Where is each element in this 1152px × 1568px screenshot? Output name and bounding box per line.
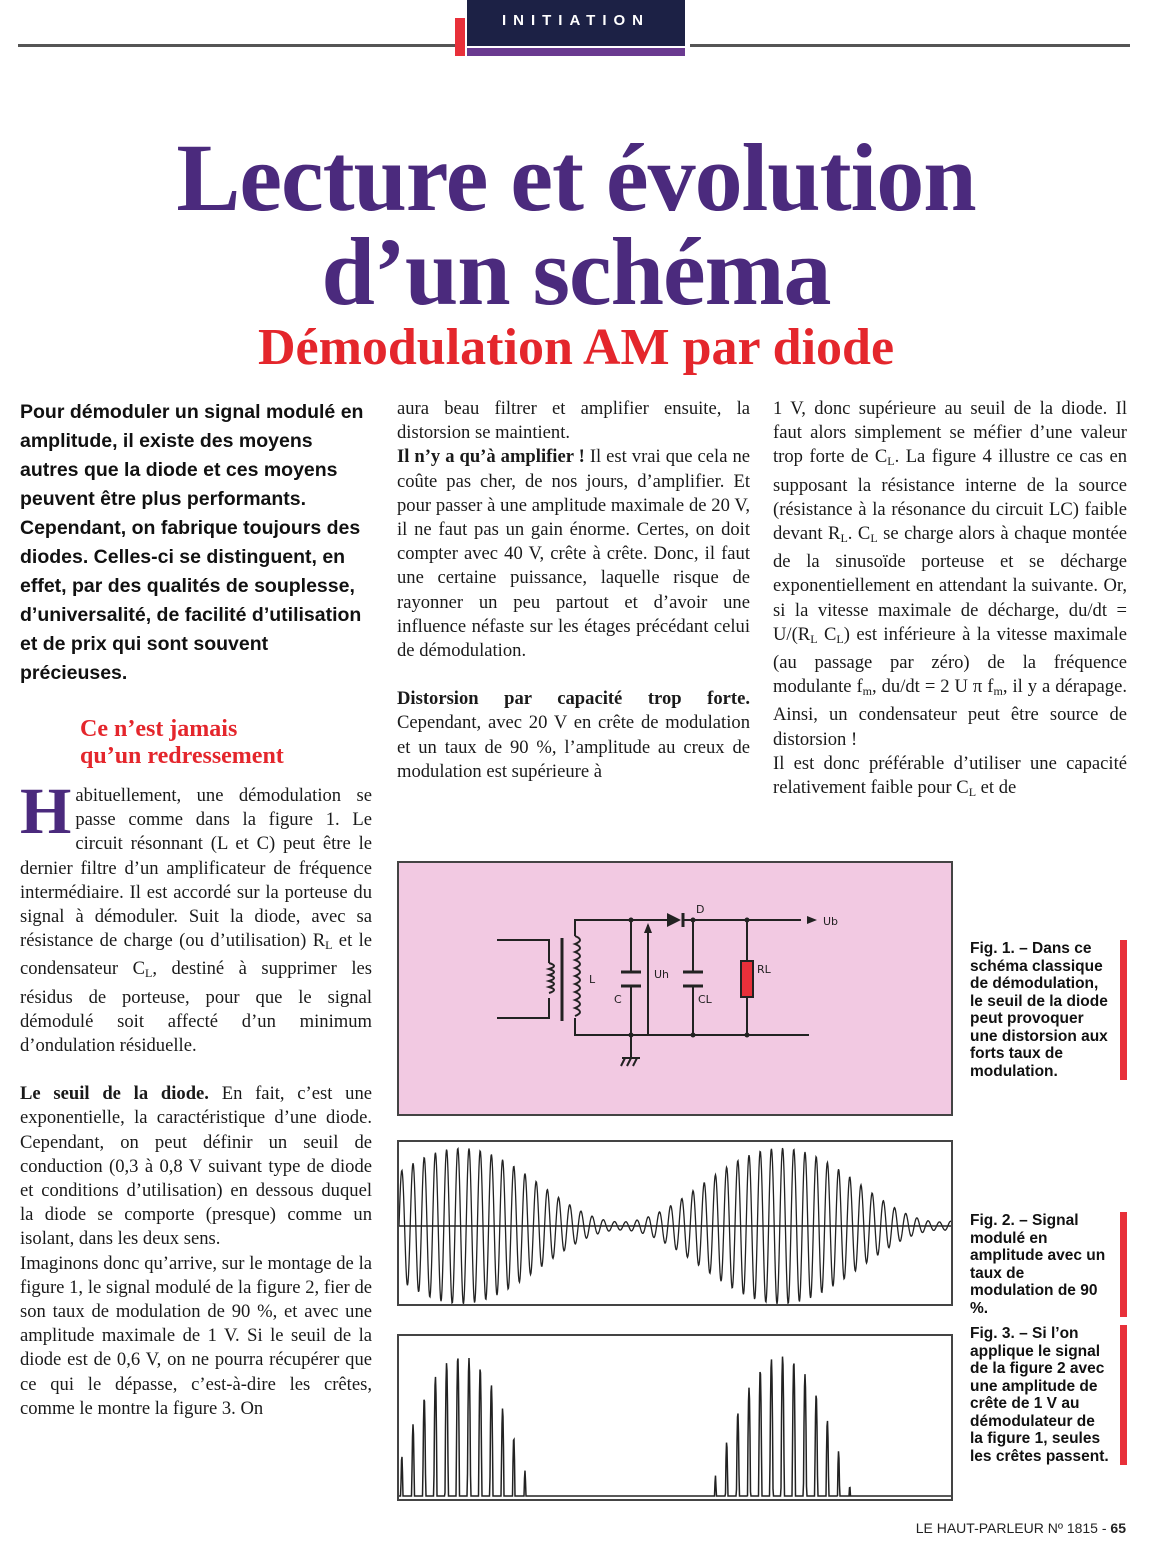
caption-fig-3: Fig. 3. – Si l’on applique le signal de la figure 2 avec une amplitude de crête de 1 V au démodulateur de la figure 1, seules les crêtes passent. xyxy=(970,1325,1127,1465)
output-arrow-icon xyxy=(807,916,817,924)
label-Ub: Ub xyxy=(823,915,839,928)
paragraph xyxy=(773,397,1127,752)
caption-stack-2-3 xyxy=(970,1212,1127,1465)
paragraph xyxy=(773,752,1127,804)
subscript: L xyxy=(840,531,848,546)
section-label: INITIATION xyxy=(501,12,651,29)
paragraph xyxy=(20,775,373,1058)
text-run: . La figure 4 illustre ce cas en supposant la résistance interne de la source (résistance à la résonance du circuit LC) faible devant R xyxy=(773,446,1127,545)
figure-3-rectified-crests xyxy=(397,1334,953,1501)
paragraph xyxy=(397,687,750,784)
text-run: et le condensateur C xyxy=(20,930,373,980)
resistor-RL-icon xyxy=(741,961,753,997)
caption-stack-1 xyxy=(970,940,1127,1080)
text-run: C xyxy=(817,623,837,645)
subscript: L xyxy=(870,531,878,546)
figure-1-circuit xyxy=(397,861,953,1116)
text-run: . C xyxy=(847,523,871,545)
figure-2-am-signal xyxy=(397,1140,953,1306)
paragraph xyxy=(397,445,750,663)
run-in-heading: Le seuil de la diode. xyxy=(20,1083,209,1105)
secondary-coil-L-icon xyxy=(575,936,580,1016)
capacitor-CL-icon xyxy=(683,972,703,986)
caption-fig-2: Fig. 2. – Signal modulé en amplitude avec un taux de modulation de 90 %. xyxy=(970,1212,1127,1317)
section-heading-line-2: qu’un redressement xyxy=(80,743,284,769)
subscript: m xyxy=(862,684,872,699)
subscript: L xyxy=(887,454,895,469)
subscript: L xyxy=(145,966,153,981)
text-run: se charge alors à chaque montée de la sinusoïde porteuse et se décharge exponentiellement en attendant la suivante. Or, si la vitesse maximale de décharge, du/dt = U/(R xyxy=(773,523,1127,645)
crest-waveform xyxy=(399,1336,951,1499)
title-line-2: d’un schéma xyxy=(321,218,831,325)
capacitor-C-icon xyxy=(621,972,641,986)
section-heading xyxy=(80,716,372,770)
label-D: D xyxy=(696,903,705,916)
page-number: 65 xyxy=(1110,1520,1126,1536)
crest-trace xyxy=(399,1357,951,1496)
paragraph xyxy=(20,1082,372,1251)
intro-paragraph: Pour démoduler un signal modulé en amplitude, il existe des moyens autres que la diode et ces moyens peuvent être plus performants. Cependant, on fabrique toujours des diodes. Celles-ci se distinguent, en effet, par des qualités de souplesse, d’universalité, de facilité d’utilisation et de prix qui sont souvent précieuses. xyxy=(20,401,364,684)
caption-fig-1: Fig. 1. – Dans ce schéma classique de démodulation, le seuil de la diode peut provoquer une distorsion aux forts taux de modulation. xyxy=(970,940,1127,1080)
text-run: abituellement, une démodulation se passe comme dans la figure 1. Le circuit résonnant (L et C) peut être le dernier filtre d’un amplificateur de fréquence intermédiaire. Il est accordé sur la porteuse du signal à démoduler. Suit la diode, avec sa résistance de charge (ou d’utilisation) R xyxy=(20,785,372,952)
label-Uh: Uh xyxy=(654,968,670,981)
text-run: Imaginons donc qu’arrive, sur le montage de la figure 1, le signal modulé de la figure 2, fier de son taux de modulation de 90 %, et avec une amplitude maximale de 1 V. Si le seuil de la diode est de 0,6 V, on ne pourra récupérer que ce qui le dépasse, c’est-à-dire les crêtes, comme le montre la figure 3. On xyxy=(20,1252,372,1419)
left-column xyxy=(20,398,372,1421)
input-wire-bottom xyxy=(497,998,549,1018)
diode-icon xyxy=(667,913,681,927)
label-C: C xyxy=(614,993,622,1006)
column-1 xyxy=(20,775,373,1421)
text-run: Il est vrai que cela ne coûte pas cher, de nos jours, d’amplifier. Et pour passer à une amplitude maximale de 20 V, il ne faut pas un gain énorme. Certes, on doit compter avec 40 V, crête à crête. Donc, il faut une certaine puissance, laquelle risque de rayonner un peu partout et d’avoir une influence néfaste sur les étages précédant celui de démodulation. xyxy=(397,446,750,662)
subscript: L xyxy=(968,785,977,800)
page-footer xyxy=(916,1520,1126,1536)
text-run: 1 V, donc supérieure au seuil de la diode. Il faut alors simplement se méfier d’une valeur trop forte de C xyxy=(773,398,1127,468)
ground-icon xyxy=(621,1035,640,1066)
text-run: , destiné à supprimer les résidus de porteuse, pour que le signal démodulé soit affecté d’un minimum d’ondulation résiduelle. xyxy=(20,958,372,1057)
banner-accent xyxy=(455,18,465,56)
paragraph xyxy=(397,397,750,445)
circuit-diagram xyxy=(399,863,951,1114)
text-run: En fait, c’est une exponentielle, la caractéristique d’une diode. Cependant, on peut définir un seuil de conduction (0,3 à 0,8 V suivant type de diode et conditions d’utilisation) en dessous duquel la diode se comporte (presque) comme un isolant, dans les deux sens. xyxy=(20,1083,373,1250)
magazine-issue: LE HAUT-PARLEUR Nº 1815 - xyxy=(915,1520,1107,1536)
text-run: aura beau filtrer et amplifier ensuite, la distorsion se maintient. xyxy=(397,398,750,444)
text-run: , du/dt = 2 U π f xyxy=(872,676,994,698)
header-rule-left xyxy=(18,44,458,47)
subscript: m xyxy=(993,684,1003,699)
text-run: Il est donc préférable d’utiliser une capacité relativement faible pour C xyxy=(773,752,1127,799)
drop-cap: H xyxy=(20,775,72,848)
subscript: L xyxy=(810,631,818,646)
primary-coil-icon xyxy=(549,963,554,993)
am-waveform xyxy=(399,1142,951,1304)
section-banner xyxy=(467,0,685,46)
text-run: , il y a dérapage. Ainsi, un condensateur peut être source de distorsion ! xyxy=(773,676,1127,750)
run-in-heading: Il n’y a qu’à amplifier ! xyxy=(397,446,585,468)
subtitle: Démodulation AM par diode xyxy=(257,319,895,376)
column-3 xyxy=(773,397,1127,804)
label-RL: RL xyxy=(757,963,771,976)
text-run: ) est inférieure à la vitesse maximale (au passage par zéro) de la fréquence modulante f xyxy=(773,623,1127,698)
section-heading-line-1: Ce n’est jamais xyxy=(80,716,238,742)
label-CL: CL xyxy=(698,993,712,1006)
label-L: L xyxy=(589,973,596,986)
header-rule-right xyxy=(690,44,1130,47)
column-2 xyxy=(397,397,750,784)
text-run: et de xyxy=(976,777,1017,799)
input-wire-top xyxy=(497,940,549,963)
subscript: L xyxy=(836,631,844,646)
paragraph xyxy=(20,1252,372,1421)
banner-stripe xyxy=(467,48,685,56)
subscript: L xyxy=(325,938,333,953)
title-line-1: Lecture et évolution xyxy=(176,124,976,231)
run-in-heading: Distorsion par capacité trop forte. xyxy=(397,688,750,710)
text-run: Cependant, avec 20 V en crête de modulation et un taux de 90 %, l’amplitude au creux de modulation est supérieure à xyxy=(397,712,750,782)
